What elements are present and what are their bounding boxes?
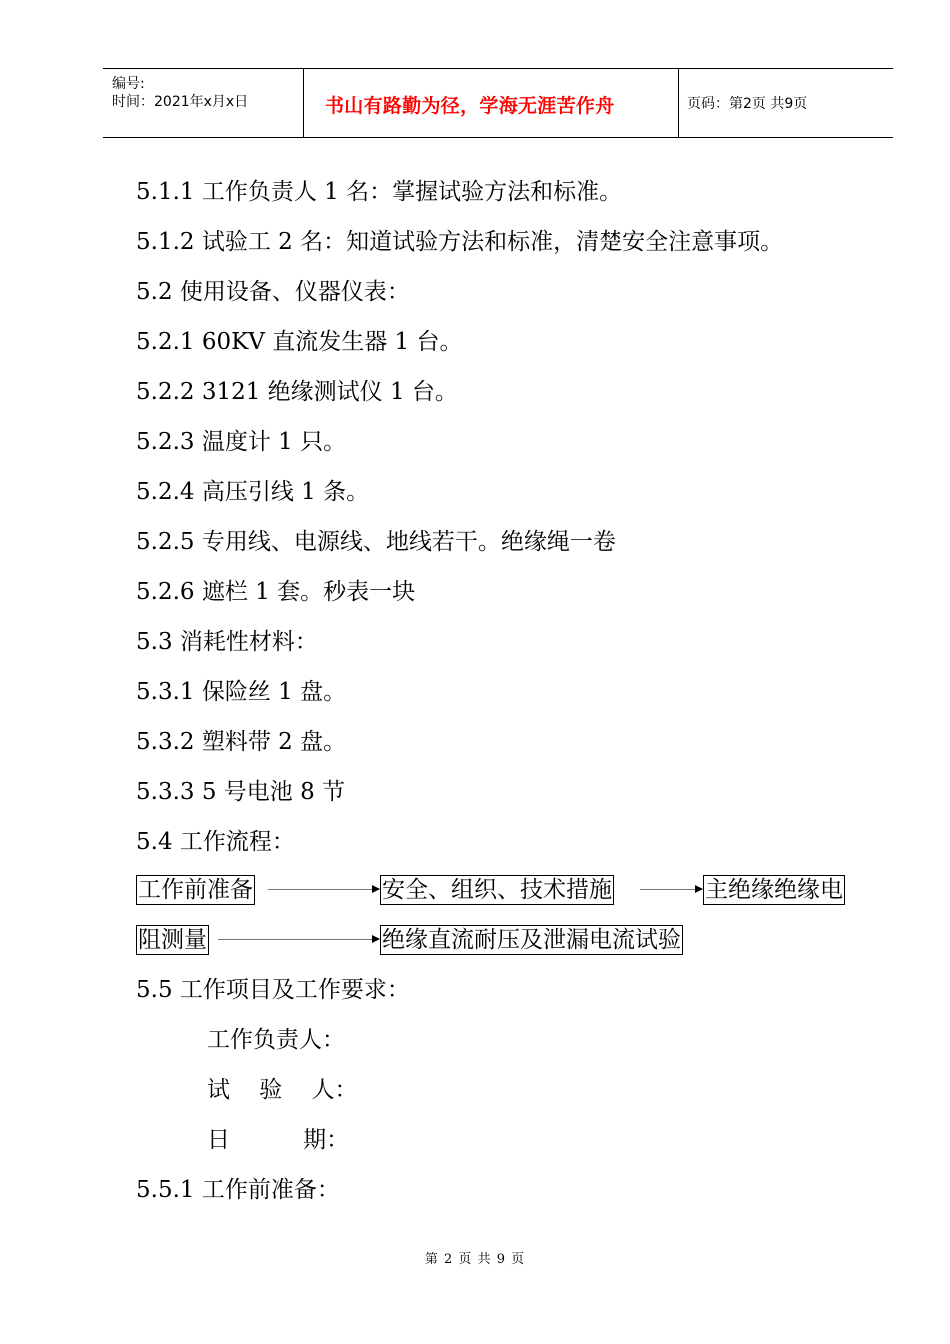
text-line: 5.2.5 专用线、电源线、地线若干。绝缘绳一卷 bbox=[136, 529, 616, 555]
flow-step-insulation: 主绝缘绝缘电 bbox=[705, 877, 843, 903]
text-line: 5.2.3 温度计 1 只。 bbox=[136, 429, 347, 455]
text-line: 5.4 工作流程： bbox=[136, 829, 295, 855]
text-line: 5.3 消耗性材料： bbox=[136, 629, 318, 655]
header-motto: 书山有路勤为径，学海无涯苦作舟 bbox=[325, 95, 615, 117]
flow-step-dc-test: 绝缘直流耐压及泄漏电流试验 bbox=[382, 927, 681, 953]
header-motto-cell bbox=[303, 69, 679, 137]
text-line: 5.3.1 保险丝 1 盘。 bbox=[136, 679, 347, 705]
signature-leader: 工作负责人： bbox=[207, 1027, 345, 1053]
signature-tester: 试 验 人： bbox=[207, 1077, 358, 1103]
text-line: 5.2.4 高压引线 1 条。 bbox=[136, 479, 370, 505]
date-label: 时间：2021年x月x日 bbox=[112, 94, 249, 110]
text-line: 5.1.2 试验工 2 名：知道试验方法和标准，清楚安全注意事项。 bbox=[136, 229, 784, 255]
flow-arrow bbox=[218, 939, 379, 940]
flow-step-prep: 工作前准备 bbox=[138, 877, 253, 903]
flow-arrow bbox=[640, 889, 702, 890]
text-line: 5.3.3 5 号电池 8 节 bbox=[136, 779, 346, 805]
flow-arrow bbox=[268, 889, 379, 890]
text-line: 5.3.2 塑料带 2 盘。 bbox=[136, 729, 347, 755]
header-page-info: 页码：第2页 共9页 bbox=[687, 96, 808, 112]
page-header bbox=[103, 68, 893, 138]
header-page-cell bbox=[679, 69, 893, 137]
section-5-5: 5.5 工作项目及工作要求： bbox=[136, 977, 410, 1003]
text-line: 5.2.1 60KV 直流发生器 1 台。 bbox=[136, 329, 463, 355]
page-footer: 第 2 页 共 9 页 bbox=[424, 1252, 526, 1267]
text-line: 5.2.6 遮栏 1 套。秒表一块 bbox=[136, 579, 416, 605]
signature-date: 日 期： bbox=[207, 1127, 350, 1153]
flow-step-insulation-cont: 阻测量 bbox=[138, 927, 207, 953]
serial-label: 编号: bbox=[112, 76, 145, 92]
text-line: 5.2.2 3121 绝缘测试仪 1 台。 bbox=[136, 379, 458, 405]
flow-step-safety: 安全、组织、技术措施 bbox=[382, 877, 612, 903]
text-line: 5.1.1 工作负责人 1 名：掌握试验方法和标准。 bbox=[136, 179, 623, 205]
header-left-cell bbox=[103, 69, 303, 137]
text-line: 5.2 使用设备、仪器仪表： bbox=[136, 279, 410, 305]
section-5-5-1: 5.5.1 工作前准备： bbox=[136, 1177, 340, 1203]
